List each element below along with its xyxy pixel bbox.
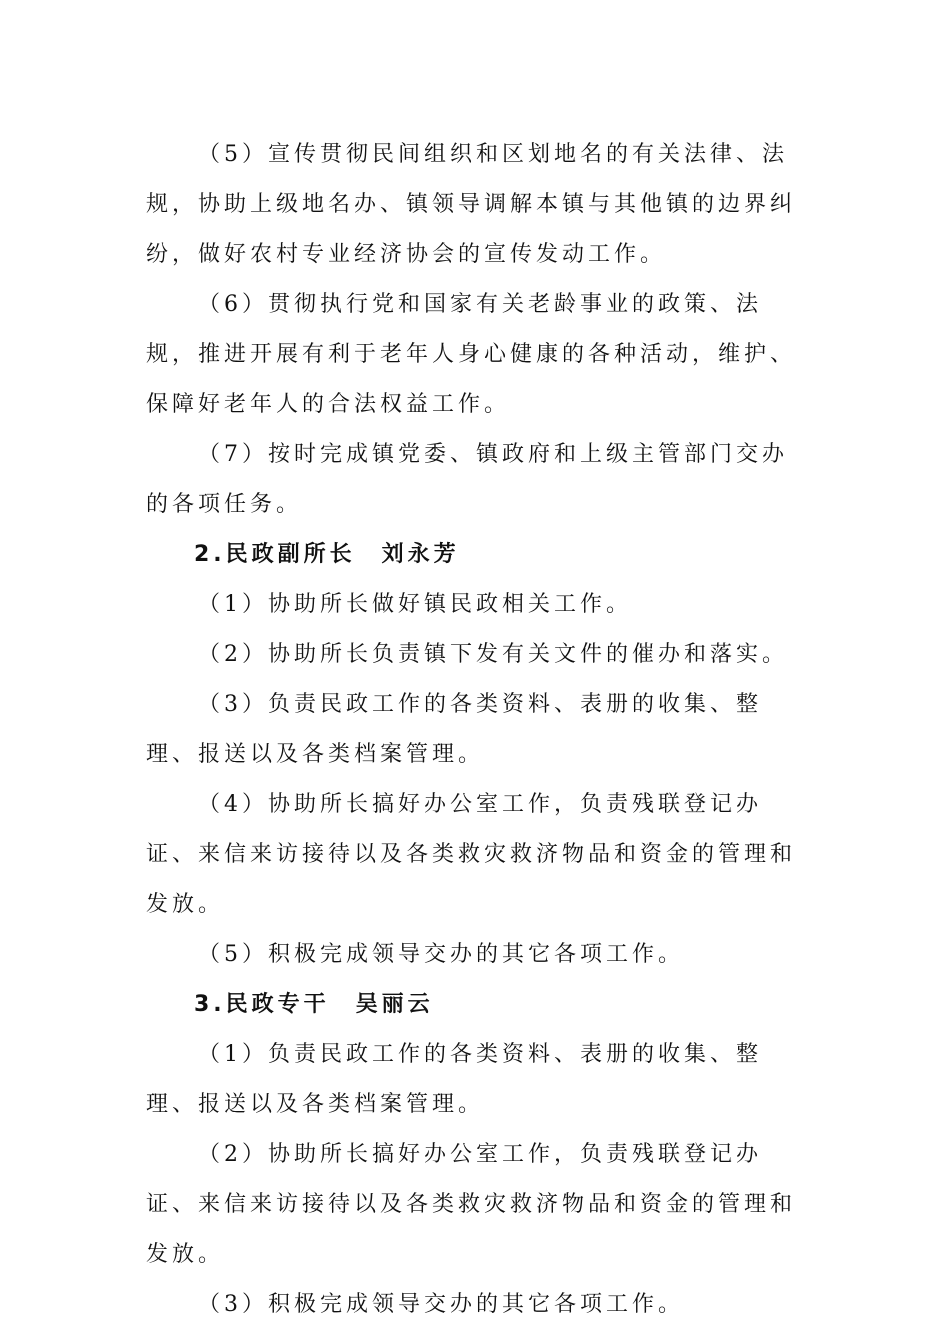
document-body	[146, 130, 806, 1330]
paragraph-deputy-duty-1: （1）协助所长做好镇民政相关工作。	[198, 592, 632, 617]
section-heading-civil-affairs-officer: 3.民政专干 吴丽云	[194, 992, 434, 1017]
paragraph-officer-duty-3: （3）积极完成领导交办的其它各项工作。	[198, 1292, 684, 1317]
paragraph-duty-5: （5）宣传贯彻民间组织和区划地名的有关法律、法规，协助上级地名办、镇领导调解本镇与其他镇的边界纠纷，做好农村专业经济协会的宣传发动工作。	[146, 142, 797, 267]
paragraph-duty-6: （6）贯彻执行党和国家有关老龄事业的政策、法规，推进开展有利于老年人身心健康的各种活动，维护、保障好老年人的合法权益工作。	[146, 292, 797, 417]
paragraph-officer-duty-2: （2）协助所长搞好办公室工作，负责残联登记办证、来信来访接待以及各类救灾救济物品和资金的管理和发放。	[146, 1142, 797, 1267]
paragraph-deputy-duty-3: （3）负责民政工作的各类资料、表册的收集、整理、报送以及各类档案管理。	[146, 692, 762, 767]
paragraph-deputy-duty-4: （4）协助所长搞好办公室工作，负责残联登记办证、来信来访接待以及各类救灾救济物品和资金的管理和发放。	[146, 792, 797, 917]
paragraph-officer-duty-1: （1）负责民政工作的各类资料、表册的收集、整理、报送以及各类档案管理。	[146, 1042, 762, 1117]
paragraph-deputy-duty-2: （2）协助所长负责镇下发有关文件的催办和落实。	[198, 642, 788, 667]
paragraph-deputy-duty-5: （5）积极完成领导交办的其它各项工作。	[198, 942, 684, 967]
section-heading-deputy-director: 2.民政副所长 刘永芳	[194, 542, 460, 567]
paragraph-duty-7: （7）按时完成镇党委、镇政府和上级主管部门交办的各项任务。	[146, 442, 788, 517]
